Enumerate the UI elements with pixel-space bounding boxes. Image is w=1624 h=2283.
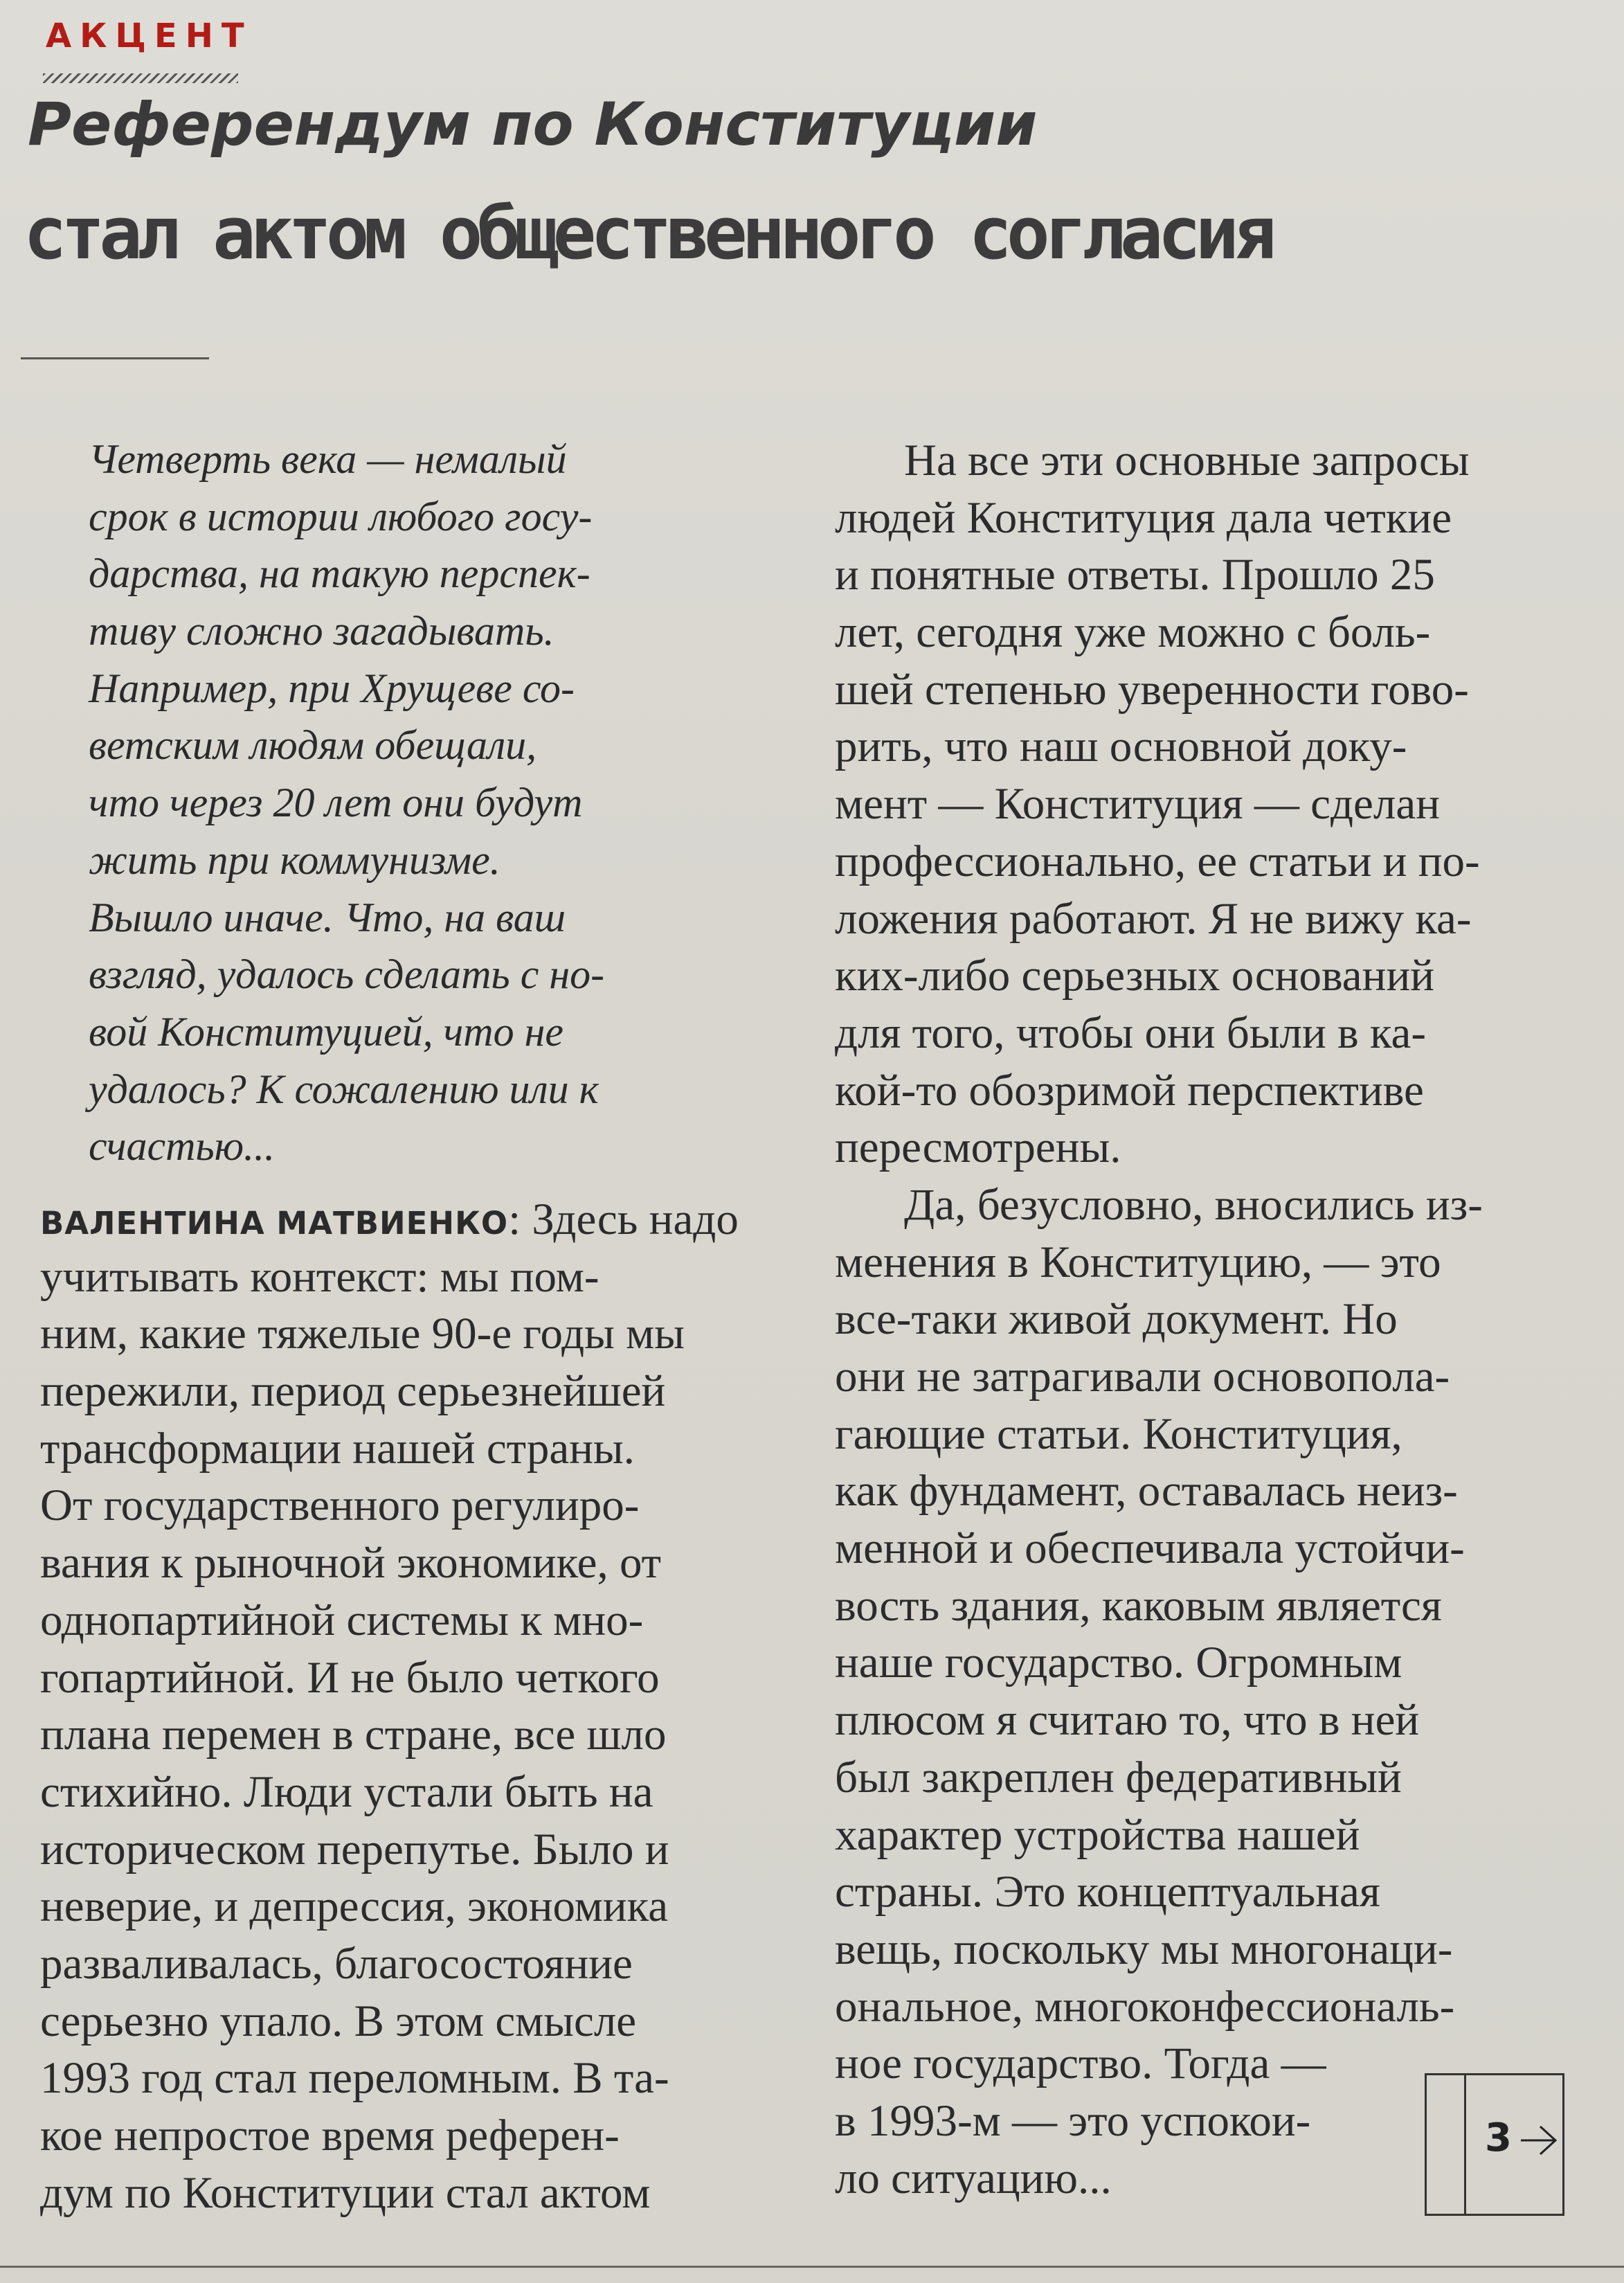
answer-line: плана перемен в стране, все шло (40, 1710, 667, 1760)
answer-line: вость здания, каковым является (835, 1580, 1442, 1631)
answer-line: менной и обеспечивала устойчи- (835, 1523, 1465, 1574)
answer-line: трансформации нашей страны. (40, 1423, 635, 1474)
question-line: тиву сложно загадывать. (89, 608, 554, 654)
speaker-name: ВАЛЕНТИНА МАТВИЕНКО (40, 1205, 509, 1242)
answer-line: шей степенью уверенности гово- (835, 664, 1469, 715)
continuation-page-number: 3 (1485, 2115, 1512, 2160)
rubric-underline (43, 73, 238, 83)
rubric-label: АКЦЕНТ (46, 17, 253, 55)
question-line: срок в истории любого госу- (89, 493, 593, 539)
question-line: что через 20 лет они будут (89, 780, 583, 826)
answer-line: был закреплен федеративный (835, 1752, 1402, 1802)
question-line: Например, при Хрущеве со- (89, 665, 575, 711)
answer-line: все-таки живой документ. Но (835, 1294, 1398, 1345)
answer-line: дум по Конституции стал актом (40, 2167, 651, 2218)
answer-line: 1993 год стал переломным. В та- (40, 2053, 669, 2104)
answer-line: ное государство. Тогда — (835, 2039, 1326, 2089)
question-line: ветским людям обещали, (89, 722, 537, 769)
answer-line: ональное, многоконфессиональ- (835, 1981, 1455, 2032)
question-line: удалось? К сожалению или к (89, 1066, 599, 1112)
question-line: дарства, на такую перспек- (89, 550, 590, 597)
answer-line: Да, безусловно, вносились из- (904, 1179, 1483, 1230)
answer-line: ких-либо серьезных оснований (835, 951, 1435, 1001)
answer-line: наше государство. Огромным (835, 1638, 1402, 1688)
answer-line: кой-то обозримой перспективе (835, 1065, 1424, 1116)
headline-line-1: Референдум по Конституции (28, 90, 1038, 159)
answer-line: серьезно упало. В этом смысле (40, 1996, 637, 2046)
question-line: вой Конституцией, что не (89, 1008, 563, 1055)
answer-line: гающие статьи. Конституция, (835, 1408, 1402, 1459)
answer-line: стихийно. Люди устали быть на (40, 1766, 653, 1817)
answer-line: как фундамент, оставалась неиз- (835, 1466, 1458, 1516)
answer-line: для того, чтобы они были в ка- (835, 1008, 1427, 1058)
headline-divider (21, 357, 209, 359)
question-line: взгляд, удалось сделать с но- (89, 951, 605, 998)
answer-line: ним, какие тяжелые 90-е годы мы (40, 1309, 685, 1359)
answer-line: На все эти основные запросы (904, 436, 1470, 485)
answer-line: и понятные ответы. Прошло 25 (835, 550, 1435, 600)
answer-line: пересмотрены. (835, 1122, 1121, 1173)
question-line: Вышло иначе. Что, на ваш (89, 894, 566, 940)
answer-line: рить, что наш основной доку- (835, 722, 1407, 772)
answer-line: характер устройства нашей (835, 1809, 1360, 1860)
question-line: Четверть века — немалый (89, 436, 567, 482)
answer-line: они не затрагивали основопола- (835, 1352, 1450, 1402)
question-line: счастью... (89, 1123, 276, 1170)
answer-line: От государственного регулиро- (40, 1480, 640, 1531)
answer-line: пережили, период серьезнейшей (40, 1366, 666, 1417)
answer-line: неверие, и депрессия, экономика (40, 1881, 669, 1932)
answer-line: страны. Это концептуальная (835, 1867, 1380, 1917)
question-line: жить при коммунизме. (89, 836, 500, 883)
answer-line: людей Конституция дала четкие (835, 492, 1452, 543)
answer-first-line (40, 1191, 775, 1248)
arrow-right-icon (1519, 2122, 1558, 2158)
answer-line: вания к рыночной экономике, от (40, 1538, 662, 1588)
answer-line: историческом перепутье. Было и (40, 1824, 669, 1874)
answer-column-left (40, 1191, 775, 2221)
answer-line: в 1993-м — это успокои- (835, 2095, 1311, 2146)
answer-column-right (835, 432, 1610, 2207)
answer-line: разваливалась, благосостояние (40, 1938, 633, 1989)
answer-line: кое непростое время референ- (40, 2111, 620, 2160)
answer-line: профессионально, ее статьи и по- (835, 836, 1480, 886)
answer-line: лет, сегодня уже можно с боль- (835, 607, 1431, 658)
answer-line: однопартийной системы к мно- (40, 1595, 644, 1645)
answer-line: ло ситуацию... (835, 2153, 1112, 2203)
answer-line: гопартийной. И не было четкого (40, 1652, 660, 1703)
answer-line: учитывать контекст: мы пом- (40, 1251, 599, 1302)
answer-first-line-text: : Здесь надо (508, 1194, 739, 1244)
answer-line: плюсом я считаю то, что в ней (835, 1695, 1420, 1746)
interview-question (89, 431, 760, 1175)
page-bottom-rule (0, 2266, 1624, 2268)
answer-line: ложения работают. Я не вижу ка- (835, 893, 1472, 944)
answer-line: мент — Конституция — сделан (835, 779, 1440, 830)
continuation-marker (1425, 2073, 1564, 2216)
answer-line: вещь, поскольку мы многонаци- (835, 1924, 1453, 1974)
marker-divider (1464, 2075, 1466, 2214)
headline-line-2: стал актом общественного согласия (24, 191, 1272, 276)
answer-line: менения в Конституцию, — это (835, 1237, 1441, 1287)
